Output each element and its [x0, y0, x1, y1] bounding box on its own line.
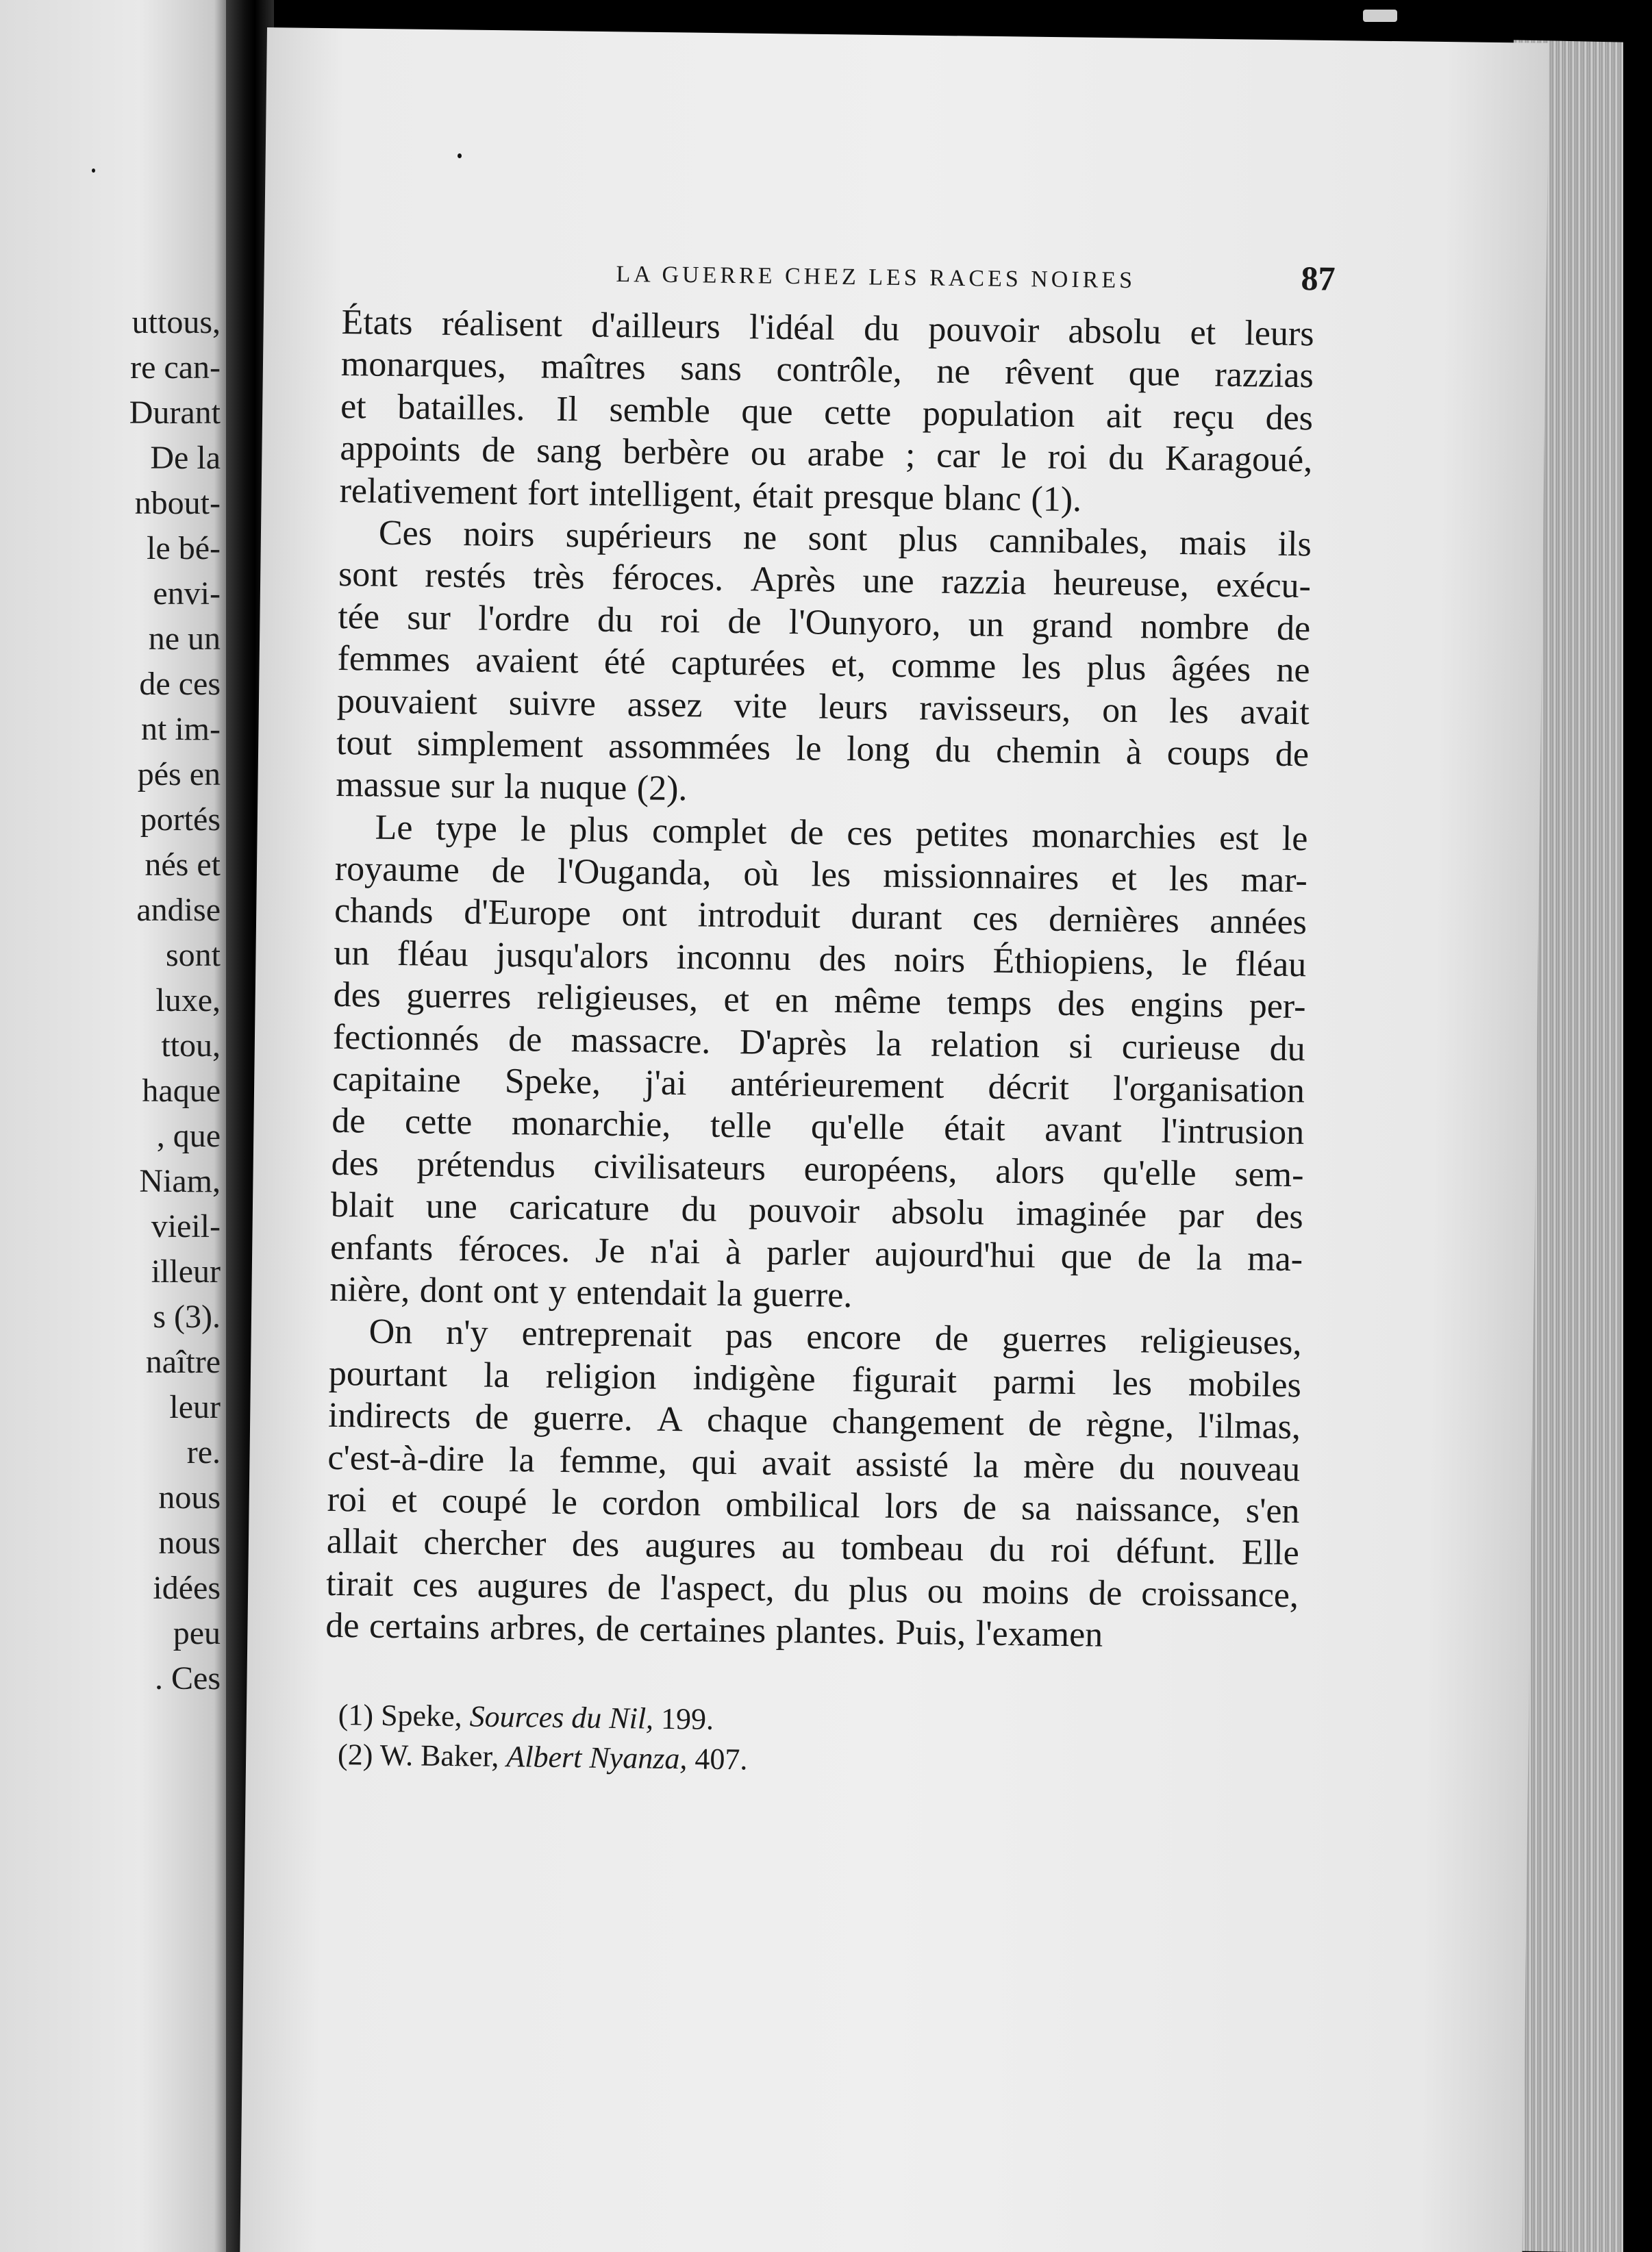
text-line: de cette monarchie, telle qu'elle était avant l'intrusion: [331, 1101, 1305, 1153]
text-line: fectionnés de massacre. D'après la relation si curieuse du: [332, 1017, 1306, 1068]
left-page-line: haque: [142, 1073, 221, 1109]
footnote-marker: (1): [338, 1697, 374, 1732]
left-page-line: De la: [150, 440, 221, 476]
left-page-line: portés: [140, 801, 221, 838]
left-page-line: re can-: [130, 349, 221, 386]
text-line: indirects de guerre. A chaque changement de règne, l'ilmas,: [327, 1396, 1301, 1447]
footnote-marker: (2): [337, 1737, 373, 1772]
left-page-line: vieil-: [151, 1208, 221, 1244]
left-page-line: ttou,: [161, 1027, 221, 1064]
left-page-line: luxe,: [155, 982, 221, 1018]
left-page-line: nous: [158, 1479, 221, 1516]
left-page-line: , que: [156, 1118, 221, 1154]
left-page-line: s (3).: [153, 1299, 221, 1335]
text-line: de certains arbres, de certaines plantes. Puis, l'examen: [325, 1605, 1103, 1655]
speck: [92, 168, 95, 173]
left-page-line: peu: [173, 1615, 221, 1651]
left-page-line: sont: [165, 937, 221, 973]
text-line: monarques, maîtres sans contrôle, ne rêvent que razzias: [340, 345, 1314, 396]
text-line: pourtant la religion indigène figurait parmi les mobiles: [328, 1353, 1302, 1405]
left-page-line: idées: [153, 1570, 221, 1606]
text-line: massue sur la nuque (2).: [336, 765, 688, 809]
speck: [458, 153, 462, 158]
left-page-line: andise: [136, 892, 221, 928]
left-page-line: illeur: [151, 1253, 221, 1290]
left-page-line: envi-: [153, 575, 221, 612]
page-content: [324, 247, 1336, 1786]
scanner-mark: [1363, 10, 1397, 22]
left-facing-page: [0, 0, 233, 2252]
text-line: États réalisent d'ailleurs l'idéal du pouvoir absolu et leurs: [341, 302, 1314, 354]
footnotes: [324, 1694, 1297, 1786]
left-page-line: nés et: [145, 847, 221, 883]
text-line: nière, dont ont y entendait la guerre.: [329, 1269, 853, 1316]
left-page-line: Durant: [129, 395, 221, 431]
text-line: tirait ces augures de l'aspect, du plus ou moins de croissance,: [325, 1564, 1299, 1615]
text-line: des prétendus civilisateurs européens, alors qu'elle sem-: [331, 1143, 1304, 1195]
footnote-page: 407.: [694, 1741, 748, 1776]
page-number: 87: [1301, 259, 1336, 298]
text-line: femmes avaient été capturées et, comme les plus âgées ne: [337, 639, 1310, 690]
text-line: et batailles. Il semble que cette population ait reçu des: [340, 386, 1314, 438]
text-line: chands d'Europe ont introduit durant ces dernières années: [334, 891, 1307, 942]
text-line: tée sur l'ordre du roi de l'Ounyoro, un grand nombre de: [338, 597, 1311, 649]
text-line: roi et coupé le cordon ombilical lors de sa naissance, s'en: [327, 1479, 1300, 1531]
left-page-text: [0, 300, 221, 1701]
text-line: tout simplement assommées le long du chemin à coups de: [336, 723, 1310, 775]
footnote-author: Speke,: [380, 1698, 462, 1733]
body-text: [325, 301, 1314, 1659]
left-page-line: uttous,: [132, 304, 221, 340]
text-line: Le type le plus complet de ces petites monarchies est le: [375, 808, 1308, 858]
text-line: On n'y entreprenait pas encore de guerres religieuses,: [368, 1312, 1302, 1363]
text-line: royaume de l'Ouganda, où les missionnaires et les mar-: [334, 849, 1308, 901]
left-page-line: re.: [186, 1434, 221, 1471]
left-page-line: ne un: [148, 621, 221, 657]
text-line: capitaine Speke, j'ai antérieurement décrit l'organisation: [331, 1059, 1305, 1111]
text-line: allait chercher des augures au tombeau du roi défunt. Elle: [326, 1522, 1300, 1573]
text-line: appoints de sang berbère ou arabe ; car le roi du Karagoué,: [340, 429, 1313, 480]
text-line: enfants féroces. Je n'ai à parler aujourd'hui que de la ma-: [329, 1227, 1303, 1279]
left-page-line: le bé-: [147, 530, 221, 566]
text-line: des guerres religieuses, et en même temps des engins per-: [333, 975, 1306, 1027]
running-title: LA GUERRE CHEZ LES RACES NOIRES: [616, 261, 1136, 294]
left-page-line: Niam,: [139, 1163, 221, 1199]
left-page-line: de ces: [139, 666, 221, 702]
text-line: c'est-à-dire la femme, qui avait assisté la mère du nouveau: [327, 1438, 1301, 1489]
left-page-line: nbout-: [134, 485, 221, 521]
text-line: sont restés très féroces. Après une razzia heureuse, exécu-: [338, 555, 1312, 606]
left-page-line: leur: [169, 1389, 221, 1425]
footnote-page: 199.: [660, 1701, 714, 1736]
footnote-author: W. Baker,: [379, 1738, 499, 1773]
text-line: pouvaient suivre assez vite leurs ravisseurs, on les avait: [336, 681, 1310, 732]
left-page-line: nous: [158, 1525, 221, 1561]
footnote-work: Albert Nyanza,: [506, 1739, 688, 1775]
left-page-line: pés en: [137, 756, 221, 792]
text-line: Ces noirs supérieurs ne sont plus cannibales, mais ils: [378, 513, 1312, 564]
footnote-work: Sources du Nil,: [469, 1699, 654, 1736]
left-page-line: naître: [145, 1344, 221, 1380]
text-line: blait une caricature du pouvoir absolu imaginée par des: [330, 1186, 1304, 1237]
text-line: un fléau jusqu'alors inconnu des noirs Éthiopiens, le fléau: [334, 933, 1307, 985]
left-page-line: nt im-: [141, 711, 221, 747]
text-line: relativement fort intelligent, était presque blanc (1).: [339, 471, 1082, 519]
left-page-line: . Ces: [155, 1660, 221, 1697]
